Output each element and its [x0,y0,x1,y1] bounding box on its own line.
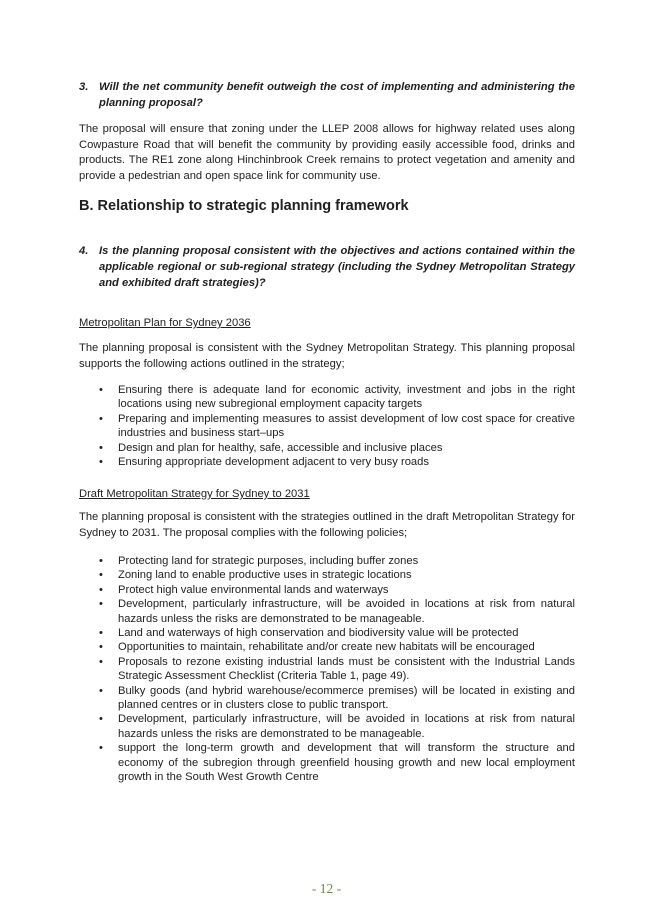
list-item-text: Land and waterways of high conservation and biodiversity value will be protected [118,627,519,640]
bullet-icon: • [99,441,103,454]
list-item-text: Opportunities to maintain, rehabilitate and/or create new habitats will be encouraged [118,641,535,654]
question-4 [79,243,575,291]
list-item [79,741,575,784]
section-heading: B. Relationship to strategic planning framework [79,198,409,214]
bullet-icon: • [99,713,103,726]
list-item-text: support the long-term growth and development that will transform the structure and economy of the subregion through greenfield housing growth and new local employment growth in the South West Growth Centre [118,742,575,784]
bullet-icon: • [99,456,103,469]
list-item [79,383,575,412]
list-item [79,640,575,654]
draft-strategy-label: Draft Metropolitan Strategy for Sydney to 2031 [79,488,310,500]
bullet-icon: • [99,412,103,425]
list-item-text: Ensuring there is adequate land for economic activity, investment and jobs in the right locations using new subregional employment capacity targets [118,384,575,411]
bullet-icon: • [99,384,103,396]
metropolitan-plan-label: Metropolitan Plan for Sydney 2036 [79,317,251,329]
list-item [79,554,575,568]
bullet-icon: • [99,641,103,654]
bullet-icon: • [99,569,103,582]
question-text: Is the planning proposal consistent with the objectives and actions contained within the applicable regional or sub-regional strategy (including the Sydney Metropolitan Strategy and exhibited draft strategies)? [99,245,575,289]
bullet-icon: • [99,627,103,640]
bullet-icon: • [99,555,103,567]
list-item-text: Proposals to rezone existing industrial lands must be consistent with the Industrial Lands Strategic Assessment Checklist (Criteria Table 1, page 49). [118,655,575,683]
paragraph-community-benefit: The proposal will ensure that zoning under the LLEP 2008 allows for highway related uses along Cowpasture Road that will benefit the community by providing easily accessible food, drinks and products. The RE1 zone along Hinchinbrook Creek remains to protect vegetation and amenity and provide a pedestrian and open space link for community use. [79,123,575,182]
list-item-text: Preparing and implementing measures to assist development of low cost space for creative industries and business start–ups [118,412,575,440]
list-item-text: Development, particularly infrastructure, will be avoided in locations at risk from natural hazards unless the risks are demonstrated to be manageable. [118,713,575,740]
list-item [79,583,575,597]
bullet-icon: • [99,655,103,668]
list-item [79,441,575,455]
list-item [79,712,575,741]
list-item-text: Ensuring appropriate development adjacent to very busy roads [118,456,429,469]
bullet-icon: • [99,742,103,755]
draft-strategy-intro: The planning proposal is consistent with the strategies outlined in the draft Metropolitan Strategy for Sydney to 2031. The proposal complies with the following policies; [79,511,575,539]
list-item [79,626,575,640]
question-3 [79,79,575,111]
list-item-text: Zoning land to enable productive uses in strategic locations [118,569,412,582]
question-number: 3. [79,81,89,93]
list-item-text: Bulky goods (and hybrid warehouse/ecommerce premises) will be located in existing and planned centres or in clusters close to public transport. [118,684,575,712]
list-item-text: Design and plan for healthy, safe, accessible and inclusive places [118,441,443,454]
metropolitan-plan-bullet-list [79,383,575,469]
bullet-icon: • [99,598,103,611]
list-item-text: Development, particularly infrastructure, will be avoided in locations at risk from natural hazards unless the risks are demonstrated to be manageable. [118,598,575,625]
list-item [79,455,575,469]
bullet-icon: • [99,583,103,596]
question-text: Will the net community benefit outweigh the cost of implementing and administering the planning proposal? [99,81,575,109]
page-number: - 12 - [311,881,342,896]
list-item-text: Protecting land for strategic purposes, including buffer zones [118,555,419,567]
draft-strategy-bullet-list [79,554,575,785]
list-item [79,684,575,713]
list-item [79,597,575,626]
question-number: 4. [79,245,89,257]
list-item-text: Protect high value environmental lands and waterways [118,583,389,596]
metropolitan-plan-intro: The planning proposal is consistent with the Sydney Metropolitan Strategy. This planning proposal supports the following actions outlined in the strategy; [79,342,575,370]
list-item [79,655,575,684]
list-item [79,568,575,582]
bullet-icon: • [99,684,103,697]
list-item [79,412,575,441]
